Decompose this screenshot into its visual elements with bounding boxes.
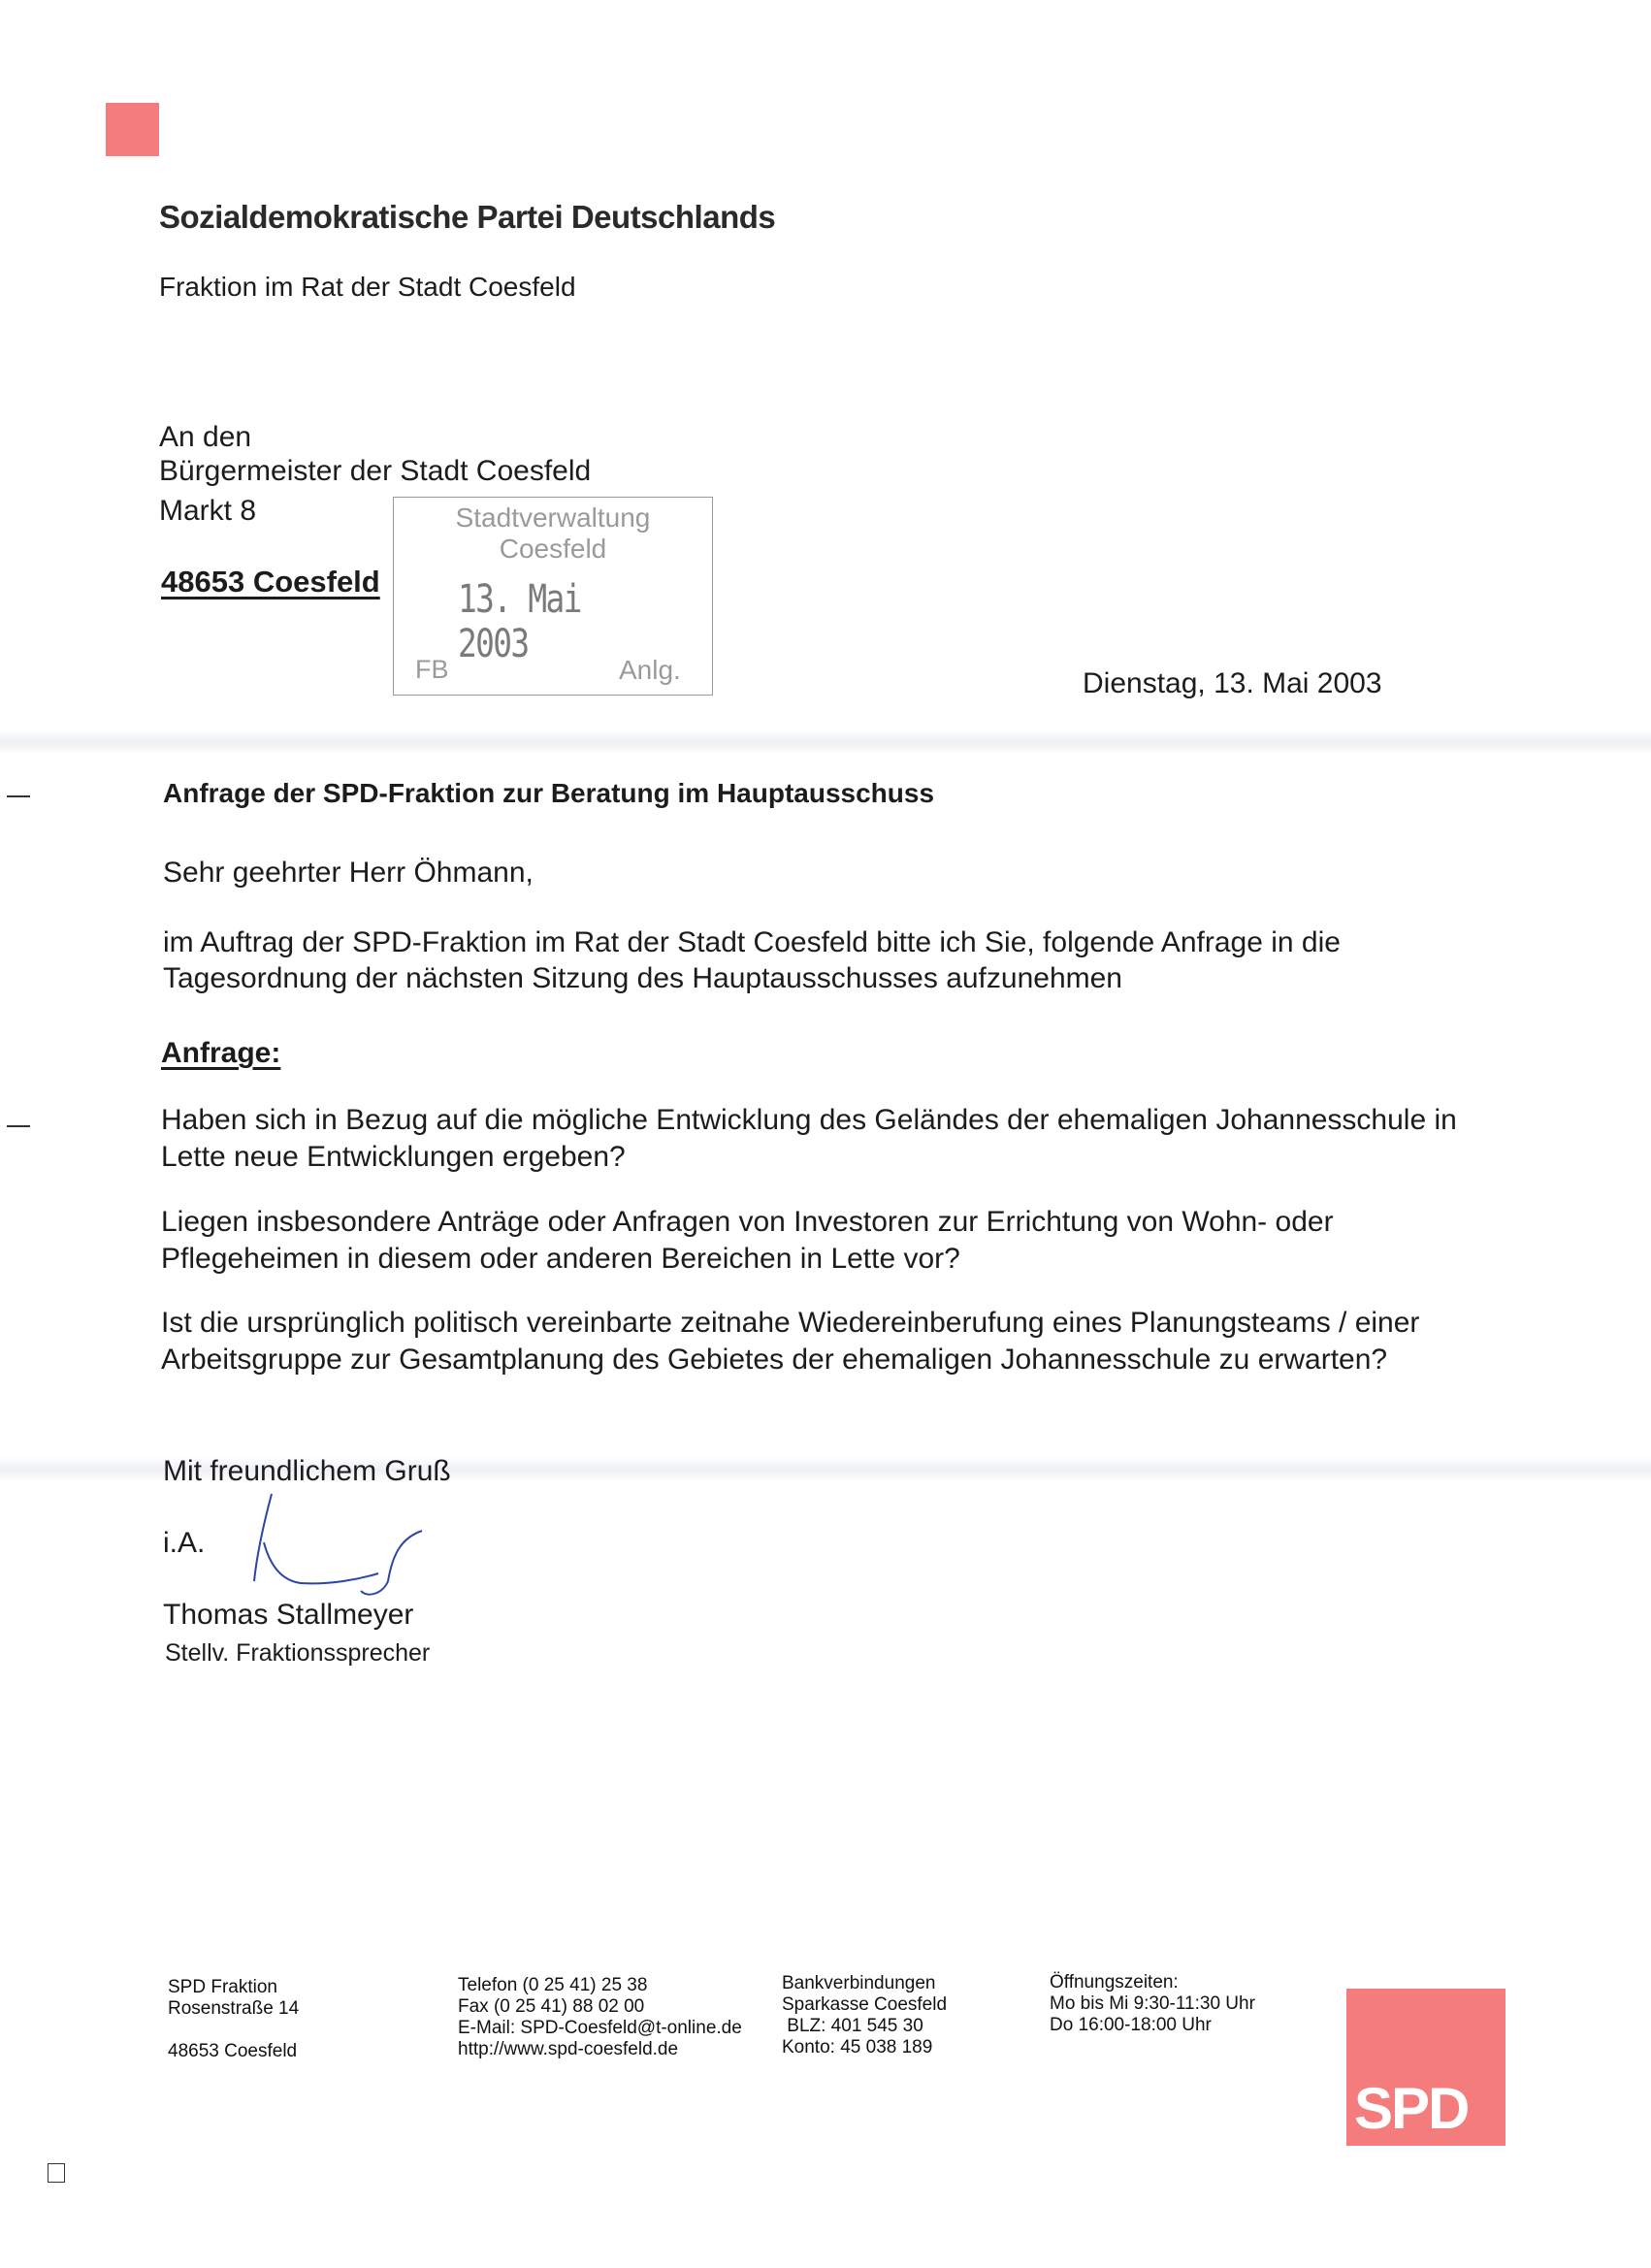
footer-contact-line: http://www.spd-coesfeld.de — [458, 2039, 679, 2059]
recipient-city: 48653 Coesfeld — [161, 565, 380, 599]
footer-bank-line: Bankverbindungen — [782, 1973, 936, 1993]
salutation: Sehr geehrter Herr Öhmann, — [163, 857, 534, 889]
footer-address-line: Rosenstraße 14 — [168, 1998, 300, 2019]
recipient-line-3: Markt 8 — [159, 495, 257, 527]
question-2-line-2: Pflegeheimen in diesem oder anderen Bereichen in Lette vor? — [161, 1243, 960, 1275]
stamp-city: Coesfeld — [499, 534, 607, 564]
letter-subject: Anfrage der SPD-Fraktion zur Beratung im Hauptausschuss — [163, 778, 935, 808]
question-1-line-2: Lette neue Entwicklungen ergeben? — [161, 1141, 626, 1173]
anfrage-heading: Anfrage: — [161, 1037, 281, 1069]
scan-fold — [0, 729, 1651, 755]
signer-title: Stellv. Fraktionssprecher — [165, 1639, 431, 1667]
stamp-date: 13. Mai 2003 — [458, 577, 581, 666]
brand-square — [106, 103, 159, 156]
handwritten-signature — [243, 1484, 437, 1610]
footer-hours — [1050, 1972, 1255, 2036]
receipt-stamp — [393, 497, 713, 696]
intro-line-1: im Auftrag der SPD-Fraktion im Rat der Stadt Coesfeld bitte ich Sie, folgende Anfrage in die — [163, 926, 1341, 958]
footer-address — [168, 1977, 299, 2062]
footer-address-line — [168, 2020, 299, 2041]
spd-logo-text: SPD — [1354, 2076, 1469, 2141]
signer-name: Thomas Stallmeyer — [163, 1599, 414, 1631]
footer-address-line: 48653 Coesfeld — [168, 2041, 298, 2061]
letter-date: Dienstag, 13. Mai 2003 — [1083, 667, 1382, 699]
fraktion-subtitle: Fraktion im Rat der Stadt Coesfeld — [159, 272, 576, 302]
footer-contact-line: Fax (0 25 41) 88 02 00 — [458, 1996, 645, 2017]
footer-hours-line: Öffnungszeiten: — [1050, 1972, 1179, 1993]
footer-bank-line: BLZ: 401 545 30 — [782, 2016, 923, 2036]
margin-box-mark — [48, 2163, 65, 2183]
stamp-authority: Stadtverwaltung — [455, 502, 651, 533]
spd-logo — [1346, 1989, 1505, 2146]
footer-contact — [458, 1975, 742, 2060]
question-3-line-1: Ist die ursprünglich politisch vereinbarte zeitnahe Wiedereinberufung eines Planungsteams / einer — [161, 1307, 1420, 1339]
stamp-fb: FB — [415, 655, 449, 684]
footer-address-line: SPD Fraktion — [168, 1977, 277, 1997]
question-1-line-1: Haben sich in Bezug auf die mögliche Entwicklung des Geländes der ehemaligen Johannesschule in — [161, 1104, 1457, 1136]
footer-hours-line: Mo bis Mi 9:30-11:30 Uhr — [1050, 1993, 1255, 2014]
question-1 — [161, 1102, 1538, 1176]
footer-bank-line: Sparkasse Coesfeld — [782, 1994, 948, 2015]
footer-bank — [782, 1973, 947, 2058]
fold-mark — [7, 795, 30, 797]
question-3-line-2: Arbeitsgruppe zur Gesamtplanung des Gebietes der ehemaligen Johannesschule zu erwarten? — [161, 1344, 1388, 1376]
recipient-line-2: Bürgermeister der Stadt Coesfeld — [159, 455, 592, 487]
footer-bank-line: Konto: 45 038 189 — [782, 2037, 933, 2057]
fold-mark — [7, 1125, 30, 1127]
recipient-line-1: An den — [159, 421, 252, 453]
question-3 — [161, 1305, 1538, 1378]
closing-greeting: Mit freundlichem Gruß — [163, 1455, 451, 1487]
stamp-anlg: Anlg. — [619, 655, 681, 685]
footer-contact-line: E-Mail: SPD-Coesfeld@t-online.de — [458, 2018, 742, 2038]
intro-line-2: Tagesordnung der nächsten Sitzung des Hauptausschusses aufzunehmen — [163, 962, 1122, 994]
closing-ia: i.A. — [163, 1527, 206, 1559]
footer-hours-line: Do 16:00-18:00 Uhr — [1050, 2015, 1212, 2035]
footer-contact-line: Telefon (0 25 41) 25 38 — [458, 1975, 648, 1995]
question-2 — [161, 1204, 1538, 1278]
question-2-line-1: Liegen insbesondere Anträge oder Anfragen von Investoren zur Errichtung von Wohn- oder — [161, 1206, 1334, 1238]
party-name: Sozialdemokratische Partei Deutschlands — [159, 199, 776, 235]
